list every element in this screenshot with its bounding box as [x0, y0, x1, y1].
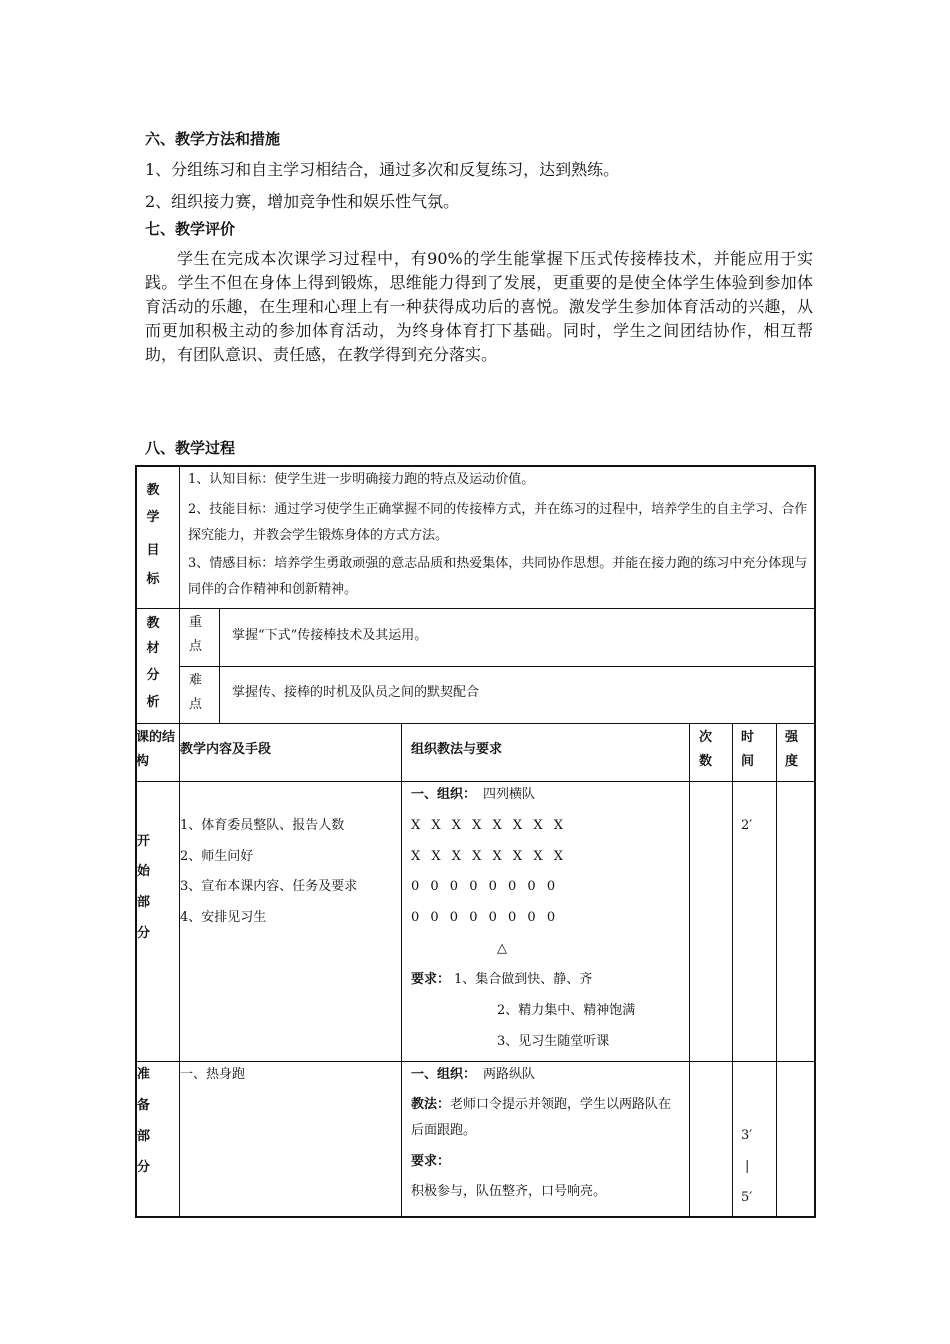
start-content-item: 3、宣布本课内容、任务及要求: [180, 879, 358, 894]
start-time: 2′: [741, 818, 753, 833]
header-times: 数: [699, 754, 713, 769]
section-6-item-1: 1、分组练习和自主学习相结合，通过多次和反复练习，达到熟练。: [145, 160, 620, 179]
start-label-char: 分: [137, 926, 151, 941]
evaluation-paragraph: 学生在完成本次课学习过程中，有90%的学生能掌握下压式传接棒技术，并能应用于实践。学生不但在身体上得到锻炼，思维能力得到了发展，更重要的是使全体学生体验到参加体育活动的乐趣，在生理和心理上有一种获得成功后的喜悦。激发学生参加体育活动的兴趣，从而更加积极主动的参加体育活动，为终身体育打下基础。同时，学生之间团结协作，相互帮助，有团队意识、责任感，在教学得到充分落实。: [145, 249, 813, 364]
goal-cognitive: 1、认知目标：使学生进一步明确接力跑的特点及运动价值。: [188, 472, 535, 487]
key-point-text: 掌握“下式”传接棒技术及其运用。: [232, 628, 428, 643]
header-times: 次: [699, 730, 713, 745]
start-label-char: 开: [137, 834, 151, 849]
start-content-item: 2、师生问好: [180, 849, 254, 864]
prep-label-char: 分: [137, 1160, 151, 1175]
difficulty-label: 难: [189, 673, 203, 688]
prep-time: 3′: [741, 1128, 753, 1143]
prep-method-label: 教法：: [411, 1097, 451, 1112]
key-label: 重: [189, 615, 203, 630]
header-intensity: 强: [785, 730, 799, 745]
header-intensity: 度: [785, 754, 799, 769]
start-content-item: 1、体育委员整队、报告人数: [180, 818, 345, 833]
material-label-char: 分: [146, 668, 160, 683]
prep-label-char: 准: [137, 1067, 151, 1082]
header-time: 间: [741, 754, 755, 769]
material-label-char: 析: [146, 695, 160, 710]
prep-req-label: 要求：: [411, 1154, 451, 1169]
header-structure: 构: [136, 754, 150, 769]
material-label-char: 教: [146, 616, 160, 631]
prep-label-char: 部: [137, 1129, 151, 1144]
header-method: 组织教法与要求: [411, 742, 503, 757]
goal-emotion: 3、情感目标：培养学生勇敢顽强的意志品质和热爱集体，共同协作思想。并能在接力跑的练习中充分体现与同伴的合作精神和创新精神。: [188, 556, 808, 597]
formation-row: X X X X X X X X: [411, 818, 563, 833]
prep-req-text: 积极参与，队伍整齐，口号响亮。: [411, 1184, 607, 1199]
section-8-title: 八、教学过程: [145, 439, 236, 457]
goals-label-char: 标: [146, 572, 160, 587]
key-label: 点: [189, 639, 203, 654]
start-req-label: 要求：: [411, 972, 451, 987]
start-req: 1、集合做到快、静、齐: [454, 972, 593, 987]
formation-row: X X X X X X X X: [411, 849, 563, 864]
start-org-label: 一、组织：: [411, 787, 477, 802]
header-structure: 课的结: [136, 730, 176, 745]
formation-row: 0 0 0 0 0 0 0 0: [411, 879, 556, 894]
start-label-char: 始: [137, 864, 151, 879]
difficulty-text: 掌握传、接棒的时机及队员之间的默契配合: [232, 685, 480, 700]
start-org-text: 四列横队: [483, 787, 536, 802]
prep-org-label: 一、组织：: [411, 1067, 477, 1082]
prep-content-item: 一、热身跑: [180, 1067, 246, 1082]
prep-method: [411, 1092, 683, 1144]
difficulty-label: 点: [189, 697, 203, 712]
start-req: 3、见习生随堂听课: [497, 1034, 610, 1049]
section-7-title: 七、教学评价: [145, 220, 236, 238]
prep-org-text: 两路纵队: [483, 1067, 536, 1082]
section-6-title: 六、教学方法和措施: [145, 130, 281, 148]
start-req: 2、精力集中、精神饱满: [497, 1003, 636, 1018]
teacher-triangle: △: [497, 941, 507, 956]
start-content-item: 4、安排见习生: [180, 910, 267, 925]
header-content: 教学内容及手段: [180, 742, 272, 757]
prep-time: 5′: [741, 1190, 753, 1205]
prep-method-text: 老师口令提示并领跑，学生以两路队在后面跟跑。: [411, 1097, 672, 1138]
header-time: 时: [741, 730, 755, 745]
goals-label-char: 教: [146, 483, 160, 498]
goal-skill: 2、技能目标：通过学习使学生正确掌握不同的传接棒方式，并在练习的过程中，培养学生的自主学习、合作探究能力，并教会学生锻炼身体的方式方法。: [188, 502, 808, 543]
section-6-item-2: 2、组织接力赛，增加竞争性和娱乐性气氛。: [145, 192, 460, 211]
material-label-char: 材: [146, 641, 160, 656]
start-label-char: 部: [137, 895, 151, 910]
goals-label-char: 学: [146, 510, 160, 525]
prep-time: |: [745, 1159, 750, 1174]
prep-label-char: 备: [137, 1098, 151, 1113]
formation-row: 0 0 0 0 0 0 0 0: [411, 910, 556, 925]
goals-label-char: 目: [146, 543, 160, 558]
